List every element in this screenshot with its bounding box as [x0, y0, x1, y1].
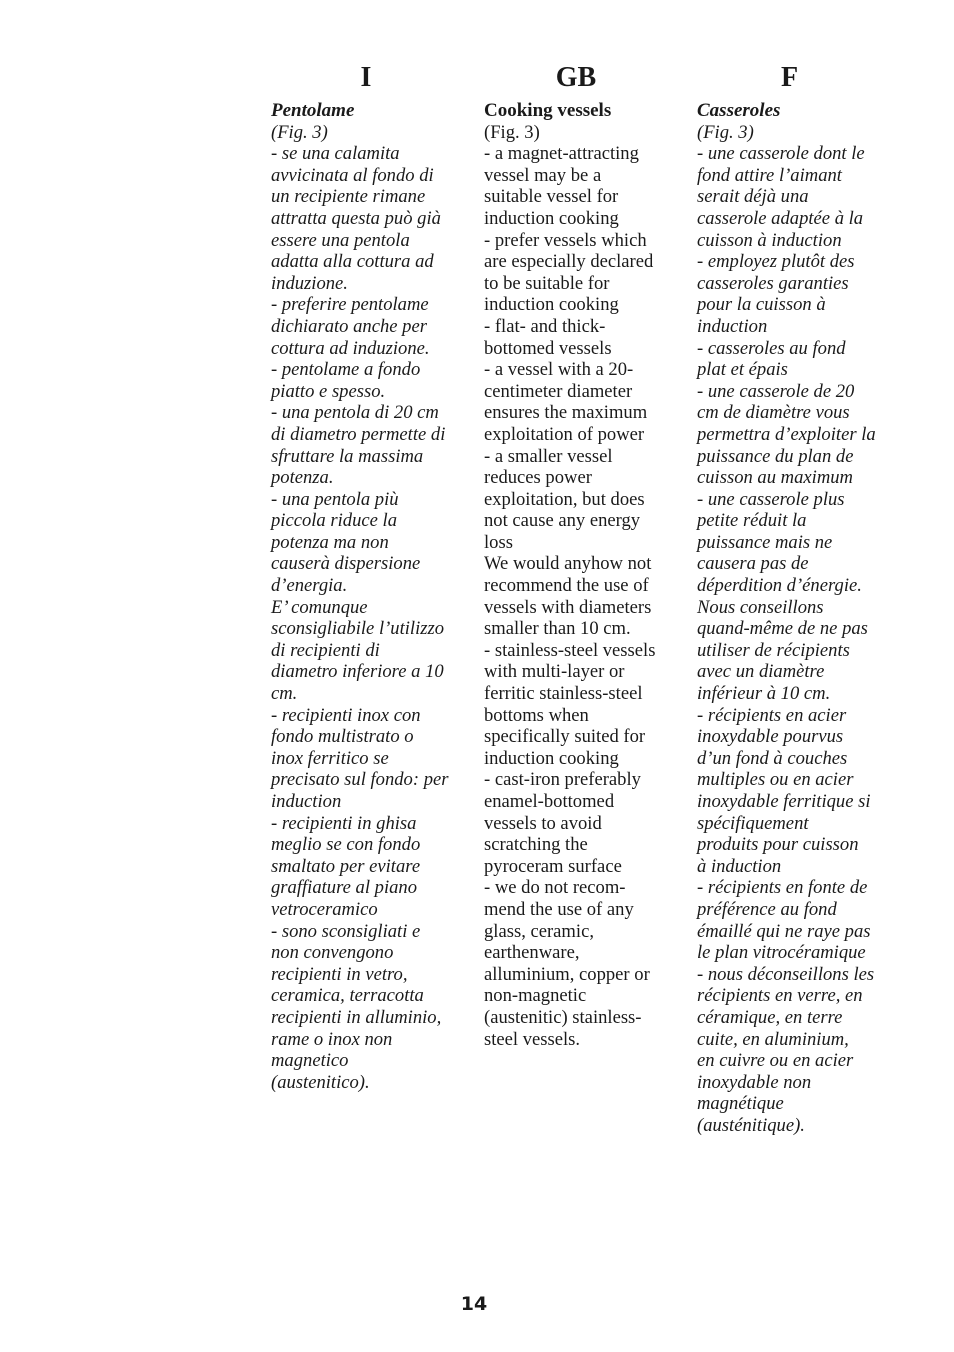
page-number: 14	[460, 1293, 488, 1315]
section-text-english: (Fig. 3) - a magnet-attracting vessel may be a suitable vessel for induction cooking - prefer vessels which are especially declared to be suitable for induction cooking - flat- and thick- bottomed vessels - a vessel with a 20- centimeter diameter ensures the maximum exploitation of power - a smaller vessel reduces power exploitation, but does not cause any energy loss We would anyhow not recommend the use of vessels with diameters smaller than 10 cm. - stainless-steel vessels with multi-layer or ferritic stainless-steel bottoms when specifically suited for induction cooking - cast-iron preferably enamel-bottomed vessels to avoid scratching the pyroceram surface - we do not recom- mend the use of any glass, ceramic, earthenware, alluminium, copper or non-magnetic (austenitic) stainless- steel vessels.	[484, 121, 656, 1050]
column-english	[484, 62, 684, 1050]
section-text-italian: (Fig. 3) - se una calamita avvicinata al fondo di un recipiente rimane attratta questa può già essere una pentola adatta alla cottura ad induzione. - preferire pentolame dichiarato anche per cottura ad induzione. - pentolame a fondo piatto e spesso. - una pentola di 20 cm di diametro permette di sfruttare la massima potenza. - una pentola più piccola riduce la potenza ma non causerà dispersione d’energia. E’ comunque sconsigliabile l’utilizzo di recipienti di diametro inferiore a 10 cm. - recipienti inox con fondo multistrato o inox ferritico se precisato sul fondo: per induction - recipienti in ghisa meglio se con fondo smaltato per evitare graffiature al piano vetroceramico - sono sconsigliati e non convengono recipienti in vetro, ceramica, terracotta recipienti in alluminio, rame o inox non magnetico (austenitico).	[271, 121, 449, 1093]
section-title-english: Cooking vessels	[484, 100, 612, 121]
section-text-french: (Fig. 3) - une casserole dont le fond attire l’aimant serait déjà una casserole adaptée à la cuisson à induction - employez plutôt des casseroles garanties pour la cuisson à induction - casseroles au fond plat et épais - une casserole de 20 cm de diamètre vous permettra d’exploiter la puissance du plan de cuisson au maximum - une casserole plus petite réduit la puissance mais ne causera pas de déperdition d’énergie. Nous conseillons quand-même de ne pas utiliser de récipients avec un diamètre inférieur à 10 cm. - récipients en acier inoxydable pourvus d’un fond à couches multiples ou en acier inoxydable ferritique si spécifiquement produits pour cuisson à induction - récipients en fonte de préférence au fond émaillé qui ne raye pas le plan vitrocéramique - nous déconseillons les récipients en verre, en céramique, en terre cuite, en aluminium, en cuivre ou en acier inoxydable non magnétique (austénitique).	[697, 121, 876, 1136]
column-italian	[271, 62, 471, 1093]
section-title-italian: Pentolame	[271, 100, 355, 121]
language-heading-french: F	[780, 62, 799, 93]
section-title-french: Casseroles	[697, 100, 781, 121]
language-heading-italian: I	[360, 62, 372, 93]
language-heading-english: GB	[555, 62, 597, 93]
column-french	[697, 62, 897, 1137]
